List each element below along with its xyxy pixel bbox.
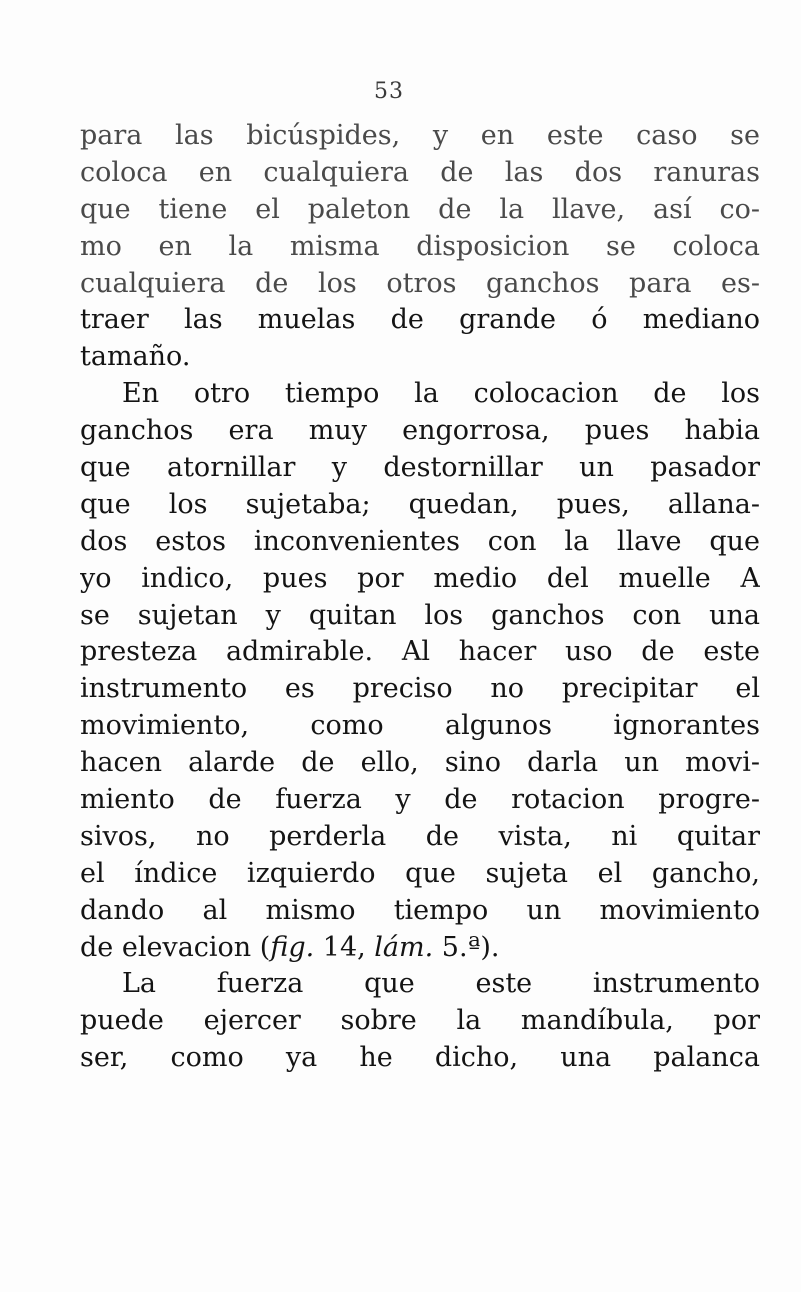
text-line: cualquiera de los otros ganchos para es- [80,267,760,299]
text-line: mo en la misma disposicion se coloca [80,230,760,262]
citation-before: de elevacion ( [80,931,271,963]
text-line: yo indico, pues por medio del muelle A [80,562,760,594]
text-line: traer las muelas de grande ó mediano [80,304,760,336]
text-line: que tiene el paleton de la llave, así co- [80,193,760,225]
citation-fig: fig. [270,931,315,963]
text-line: instrumento es preciso no precipitar el [80,673,760,705]
citation-lam: lám. [374,931,434,963]
citation-after: 5.ª). [433,931,500,963]
text-line: dando al mismo tiempo un movimiento [80,894,760,926]
text-line: ganchos era muy engorrosa, pues habia [80,415,760,447]
body-text [80,118,760,1077]
text-line: para las bicúspides, y en este caso se [80,120,760,151]
text-line: La fuerza que este instrumento [122,968,760,1000]
text-line: ser, como ya he dicho, una palanca [80,1042,760,1074]
text-line: En otro tiempo la colocacion de los [122,378,760,410]
text-line: sivos, no perderla de vista, ni quitar [80,820,760,852]
text-line: hacen alarde de ello, sino darla un movi- [80,747,760,779]
citation-fig-number: 14, [314,931,375,963]
page-number: 53 [374,79,404,104]
text-line: miento de fuerza y de rotacion progre- [80,784,760,816]
text-line: tamaño. [80,341,191,373]
text-line: puede ejercer sobre la mandíbula, por [80,1005,760,1037]
text-line: coloca en cualquiera de las dos ranuras [80,156,760,188]
citation-line [80,930,760,967]
text-line: el índice izquierdo que sujeta el gancho, [80,857,760,889]
text-line: presteza admirable. Al hacer uso de este [80,636,760,668]
text-line: que los sujetaba; quedan, pues, allana- [80,488,760,520]
text-line: que atornillar y destornillar un pasador [80,452,760,484]
text-line: movimiento, como algunos ignorantes [80,710,760,742]
text-line: se sujetan y quitan los ganchos con una [80,599,760,631]
text-line: dos estos inconvenientes con la llave que [80,525,760,557]
